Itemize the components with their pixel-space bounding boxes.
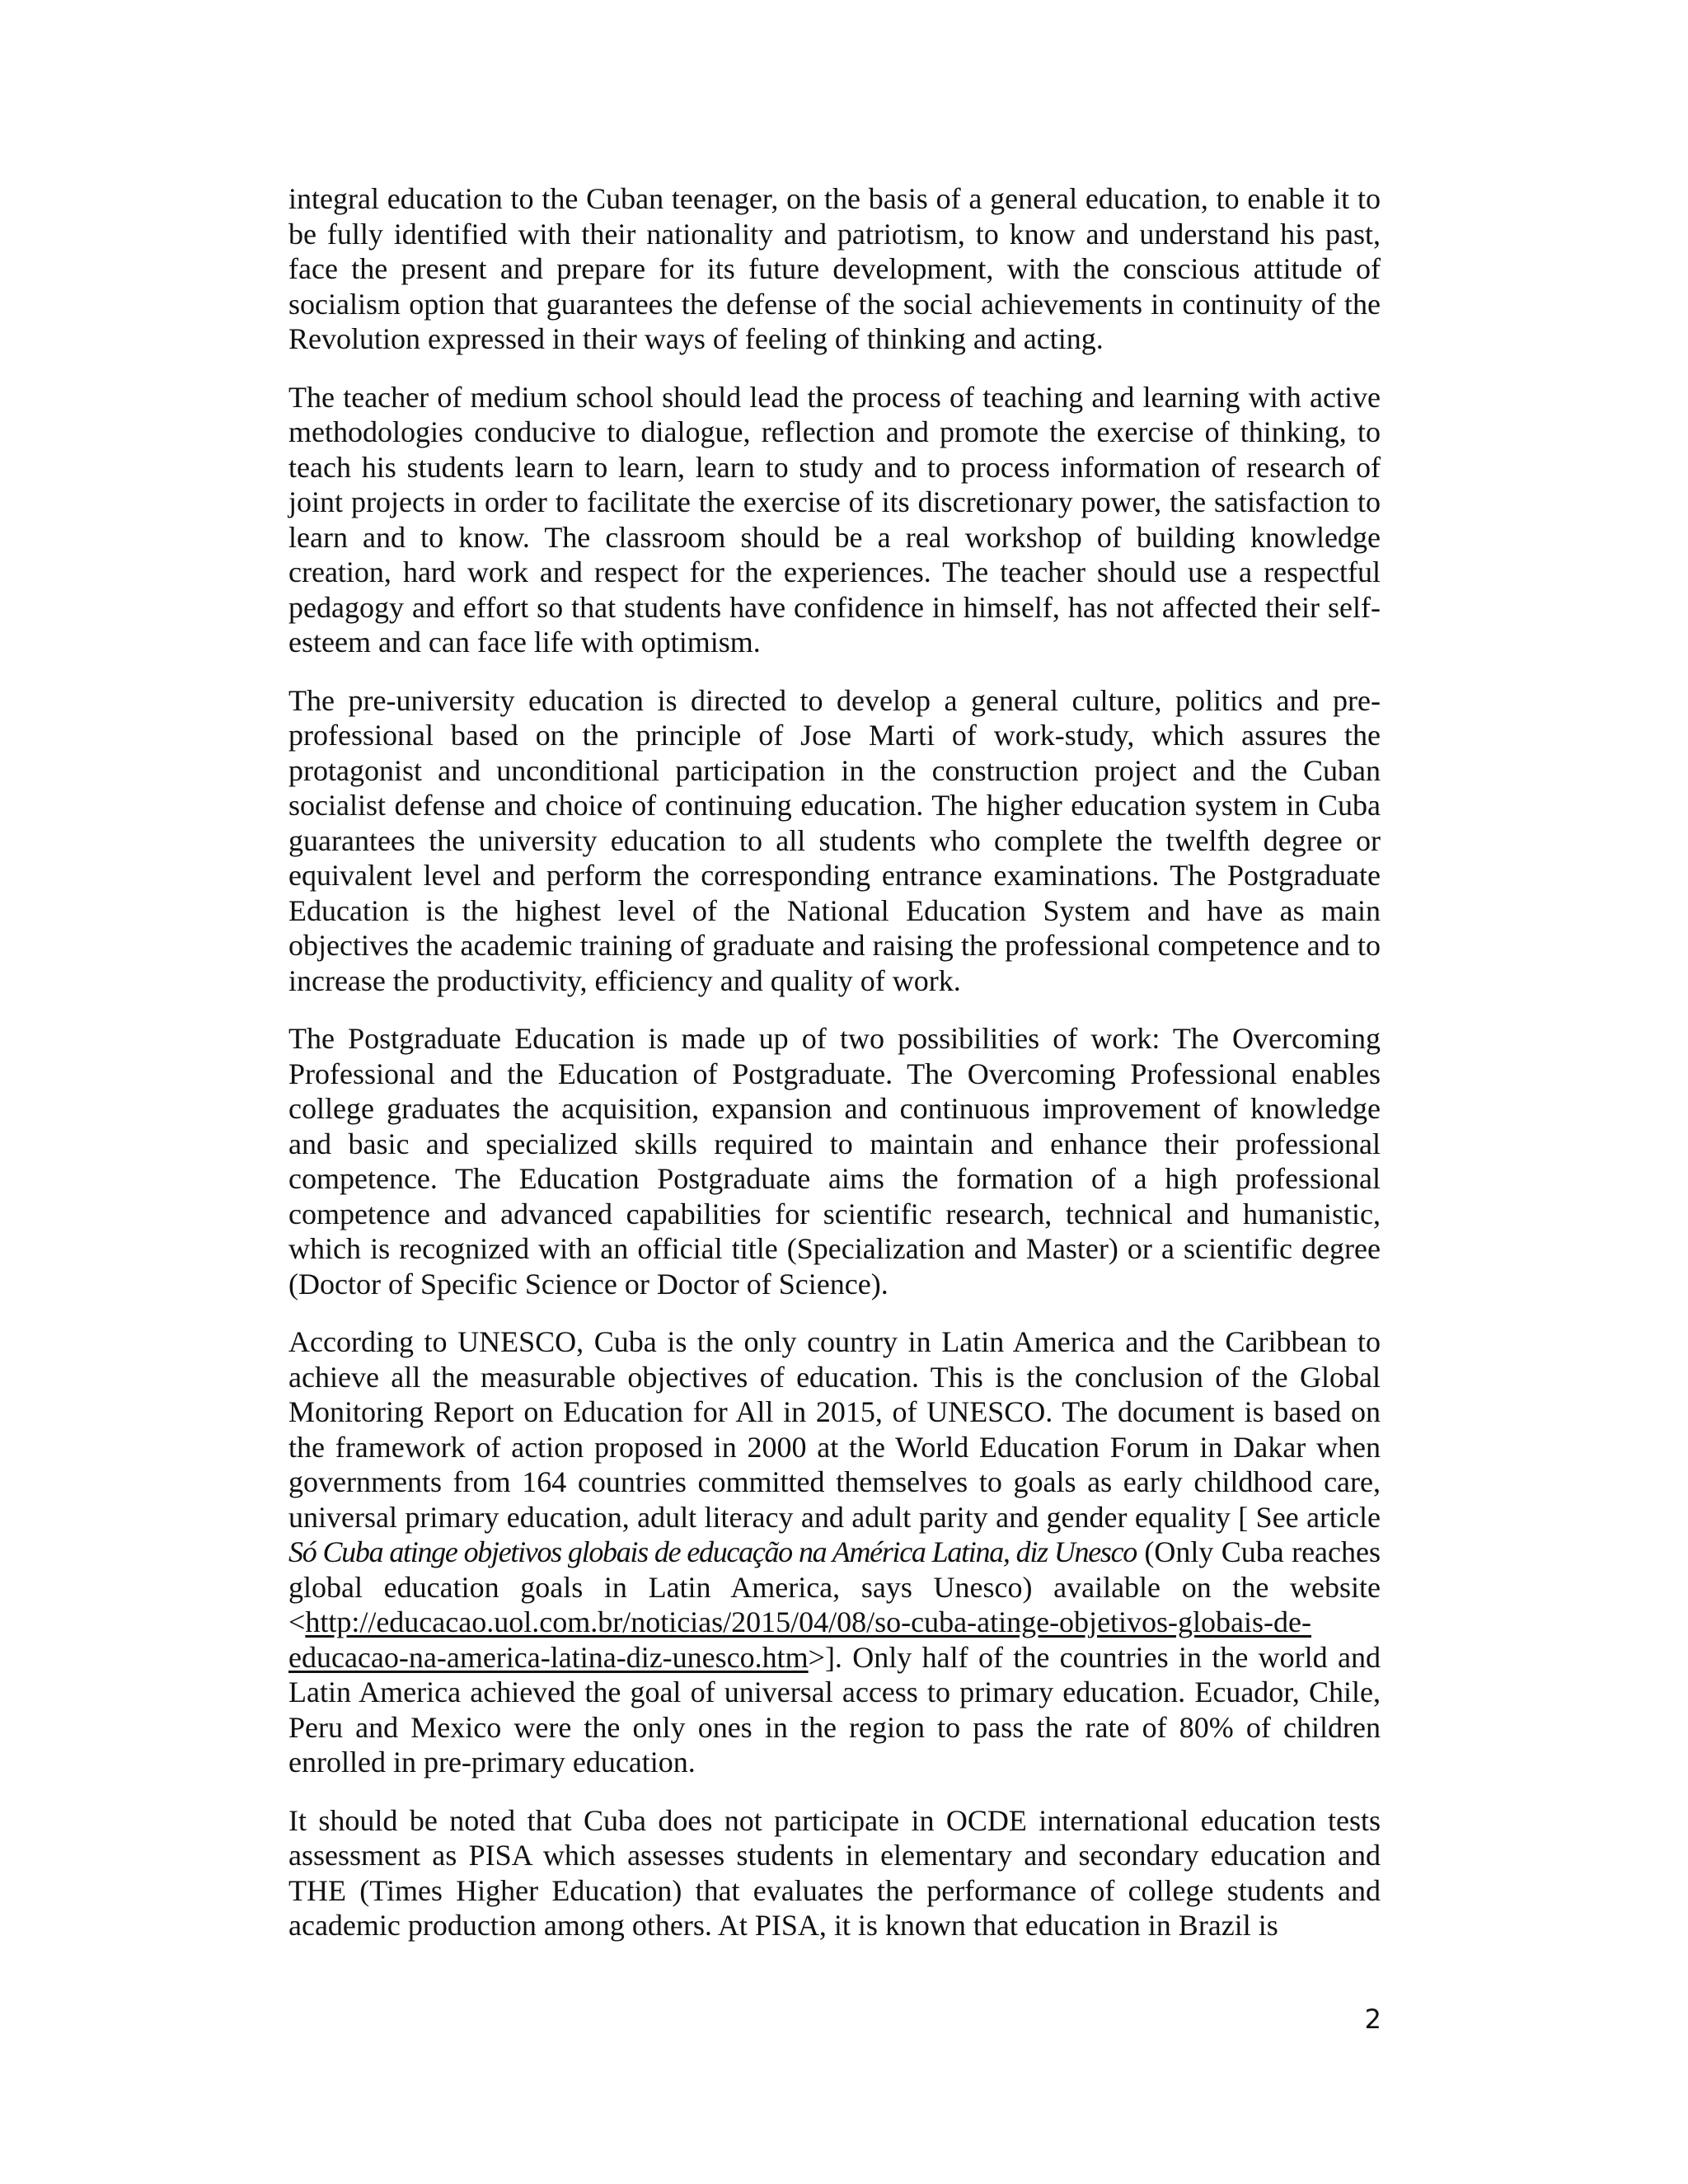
page-number: 2 <box>1364 2004 1381 2035</box>
paragraph-pre-university-education: The pre-university education is directed to develop a general culture, politics and pre-professional based on the principle of Jose Marti of work-study, which assures the protagonist and unconditional participation in the construction project and the Cuban socialist defense and choice of continuing education. The higher education system in Cuba guarantees the university education to all students who complete the twelfth degree or equivalent level and perform the corresponding entrance examinations. The Postgraduate Education is the highest level of the National Education System and have as main objectives the academic training of graduate and raising the professional competence and to increase the productivity, efficiency and quality of work. <box>288 683 1381 997</box>
paragraph-medium-school-teacher: The teacher of medium school should lead the process of teaching and learning with active methodologies conducive to dialogue, reflection and promote the exercise of thinking, to teach his students learn to learn, learn to study and to process information of research of joint projects in order to facilitate the exercise of its discretionary power, the satisfaction to learn and to know. The classroom should be a real workshop of building knowledge creation, hard work and respect for the experiences. The teacher should use a respectful pedagogy and effort so that students have confidence in himself, has not affected their self-esteem and can face life with optimism. <box>288 380 1381 658</box>
paragraph-ocde-pisa: It should be noted that Cuba does not participate in OCDE international education tests assessment as PISA which assesses students in elementary and secondary education and THE (Times Higher Education) that evaluates the performance of college students and academic production among others. At PISA, it is known that education in Brazil is <box>288 1803 1381 1942</box>
paragraph-cuban-teenager-education: integral education to the Cuban teenager, on the basis of a general education, to enable it to be fully identified with their nationality and patriotism, to know and understand his past, face the present and prepare for its future development, with the conscious attitude of socialism option that guarantees the defense of the social achievements in continuity of the Revolution expressed in their ways of feeling of thinking and acting. <box>288 182 1381 355</box>
paragraph-unesco <box>288 1324 1381 1780</box>
article-link[interactable]: http://educacao.uol.com.br/noticias/2015/04/08/so-cuba-atinge-objetivos-globais-de-educacao-na-america-latina-diz-unesco.htm <box>288 1605 1311 1674</box>
page-body <box>288 181 1381 1966</box>
article-title: Só Cuba atinge objetivos globais de educação na América Latina, diz Unesco <box>288 1535 1137 1568</box>
unesco-text-intro: According to UNESCO, Cuba is the only country in Latin America and the Caribbean to achieve all the measurable objectives of education. This is the conclusion of the Global Monitoring Report on Education for All in 2015, of UNESCO. The document is based on the framework of action proposed in 2000 at the World Education Forum in Dakar when governments from 164 countries committed themselves to goals as early childhood care, universal primary education, adult literacy and adult parity and gender equality [ See article <box>288 1325 1381 1534</box>
paragraph-postgraduate-education: The Postgraduate Education is made up of two possibilities of work: The Overcoming Professional and the Education of Postgraduate. The Overcoming Professional enables college graduates the acquisition, expansion and continuous improvement of knowledge and basic and specialized skills required to maintain and enhance their professional competence. The Education Postgraduate aims the formation of a high professional competence and advanced capabilities for scientific research, technical and humanistic, which is recognized with an official title (Specialization and Master) or a scientific degree (Doctor of Specific Science or Doctor of Science). <box>288 1022 1381 1301</box>
unesco-text-translation: (Only Cuba reaches global education goals in Latin America, says Unesco) available on the website < <box>288 1535 1381 1638</box>
unesco-text-closing: >]. Only half of the countries in the world and Latin America achieved the goal of universal access to primary education. Ecuador, Chile, Peru and Mexico were the only ones in the region to pass the rate of 80% of children enrolled in pre-primary education. <box>288 1640 1381 1779</box>
